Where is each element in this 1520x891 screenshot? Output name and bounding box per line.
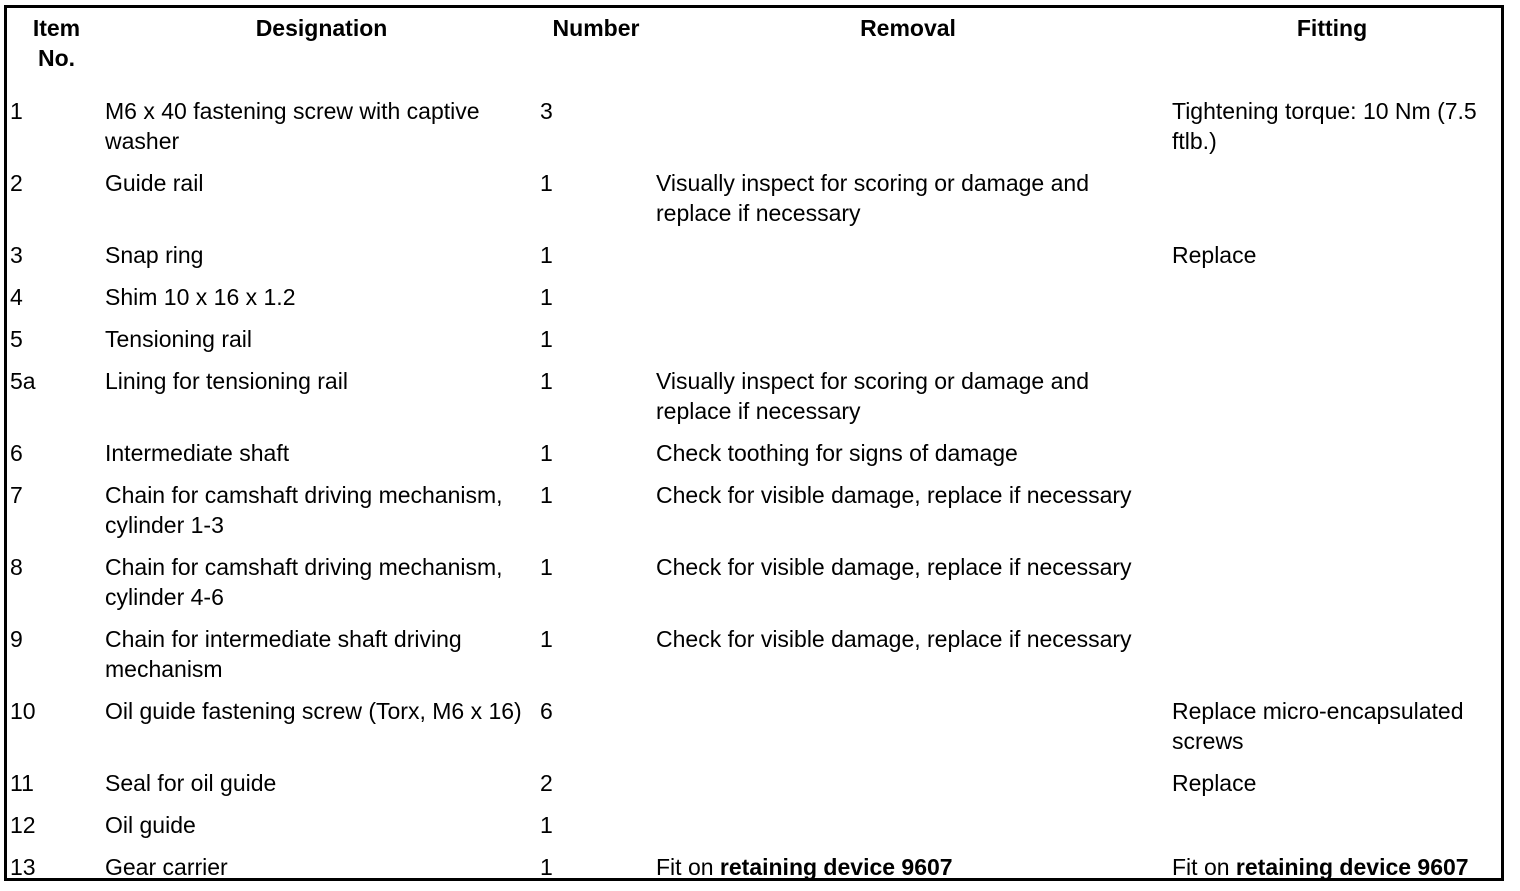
- table-row: [10, 237, 1500, 279]
- number-cell: 1: [540, 284, 553, 310]
- fitting-cell: Replace: [1172, 242, 1257, 268]
- item-cell: 5: [10, 326, 23, 352]
- table-row: [10, 549, 1500, 621]
- removal-cell: [652, 807, 1164, 849]
- number-cell: 1: [540, 368, 553, 394]
- header-number: Number: [552, 15, 640, 41]
- table-row: [10, 363, 1500, 435]
- removal-cell: Check toothing for signs of damage: [656, 440, 1018, 466]
- fitting-prefix: Fit on: [1172, 854, 1236, 880]
- table-row: [10, 849, 1500, 891]
- designation-cell: Tensioning rail: [105, 326, 253, 352]
- number-cell: 3: [540, 98, 553, 124]
- removal-tool-name: retaining device 9607: [719, 854, 953, 880]
- table-row: [10, 321, 1500, 363]
- removal-prefix: Fit on: [656, 854, 720, 880]
- number-cell: 1: [540, 812, 553, 838]
- designation-cell: Chain for intermediate shaft driving mechanism: [105, 626, 462, 682]
- fitting-cell: [1164, 621, 1500, 693]
- table-row: [10, 435, 1500, 477]
- table-row: [10, 165, 1500, 237]
- designation-cell: Gear carrier: [105, 854, 228, 880]
- number-cell: 1: [540, 242, 553, 268]
- item-cell: 13: [10, 854, 36, 880]
- table-row: [10, 693, 1500, 765]
- fitting-cell: Replace micro-encapsulated screws: [1172, 698, 1464, 754]
- fitting-cell: Tightening torque: 10 Nm (7.5 ftlb.): [1172, 98, 1477, 154]
- number-cell: 1: [540, 440, 553, 466]
- fitting-cell: [1164, 279, 1500, 321]
- designation-cell: Chain for camshaft driving mechanism, cylinder 4-6: [105, 554, 503, 610]
- fitting-cell: Replace: [1172, 770, 1257, 796]
- item-cell: 3: [10, 242, 23, 268]
- removal-cell: [652, 765, 1164, 807]
- removal-cell: Check for visible damage, replace if necessary: [656, 554, 1132, 580]
- removal-cell: Visually inspect for scoring or damage and replace if necessary: [656, 170, 1089, 226]
- number-cell: 2: [540, 770, 553, 796]
- item-cell: 7: [10, 482, 23, 508]
- item-cell: 4: [10, 284, 23, 310]
- fitting-cell: [1164, 477, 1500, 549]
- designation-cell: Lining for tensioning rail: [105, 368, 348, 394]
- table-row: [10, 93, 1500, 165]
- item-cell: 6: [10, 440, 23, 466]
- designation-cell: Shim 10 x 16 x 1.2: [105, 284, 296, 310]
- header-item-no: Item No.: [32, 15, 81, 71]
- item-cell: 1: [10, 98, 23, 124]
- designation-cell: Oil guide: [105, 812, 196, 838]
- fitting-cell: [1164, 321, 1500, 363]
- number-cell: 1: [540, 482, 553, 508]
- header-designation: Designation: [255, 15, 388, 41]
- designation-cell: Guide rail: [105, 170, 204, 196]
- item-cell: 12: [10, 812, 36, 838]
- header-row: [10, 9, 1500, 93]
- fitting-cell: [1164, 435, 1500, 477]
- table-row: [10, 765, 1500, 807]
- table-row: [10, 279, 1500, 321]
- designation-cell: Intermediate shaft: [105, 440, 290, 466]
- number-cell: 1: [540, 326, 553, 352]
- designation-cell: Snap ring: [105, 242, 204, 268]
- removal-cell: [652, 93, 1164, 165]
- fitting-cell: [1164, 807, 1500, 849]
- removal-cell: Check for visible damage, replace if necessary: [656, 626, 1132, 652]
- removal-cell: Check for visible damage, replace if necessary: [656, 482, 1132, 508]
- removal-cell: [652, 321, 1164, 363]
- header-fitting: Fitting: [1296, 15, 1368, 41]
- item-cell: 8: [10, 554, 23, 580]
- item-cell: 2: [10, 170, 23, 196]
- designation-cell: Oil guide fastening screw (Torx, M6 x 16): [105, 698, 522, 724]
- header-removal: Removal: [860, 15, 956, 41]
- item-cell: 9: [10, 626, 23, 652]
- item-cell: 5a: [10, 368, 36, 394]
- fitting-cell: [1164, 849, 1500, 891]
- removal-cell: [652, 693, 1164, 765]
- table-row: [10, 621, 1500, 693]
- number-cell: 1: [540, 854, 553, 880]
- fitting-cell: [1164, 363, 1500, 435]
- number-cell: 1: [540, 626, 553, 652]
- item-cell: 11: [10, 770, 34, 796]
- removal-cell: Visually inspect for scoring or damage and replace if necessary: [656, 368, 1089, 424]
- removal-cell: [652, 279, 1164, 321]
- number-cell: 1: [540, 554, 553, 580]
- number-cell: 1: [540, 170, 553, 196]
- removal-cell: [652, 237, 1164, 279]
- designation-cell: Chain for camshaft driving mechanism, cylinder 1-3: [105, 482, 503, 538]
- parts-table: [10, 9, 1500, 891]
- table-row: [10, 477, 1500, 549]
- designation-cell: Seal for oil guide: [105, 770, 277, 796]
- item-cell: 10: [10, 698, 36, 724]
- fitting-cell: [1164, 165, 1500, 237]
- fitting-cell: [1164, 549, 1500, 621]
- fitting-tool-name: retaining device 9607: [1235, 854, 1469, 880]
- number-cell: 6: [540, 698, 553, 724]
- designation-cell: M6 x 40 fastening screw with captive washer: [105, 98, 480, 154]
- removal-cell: [652, 849, 1164, 891]
- table-row: [10, 807, 1500, 849]
